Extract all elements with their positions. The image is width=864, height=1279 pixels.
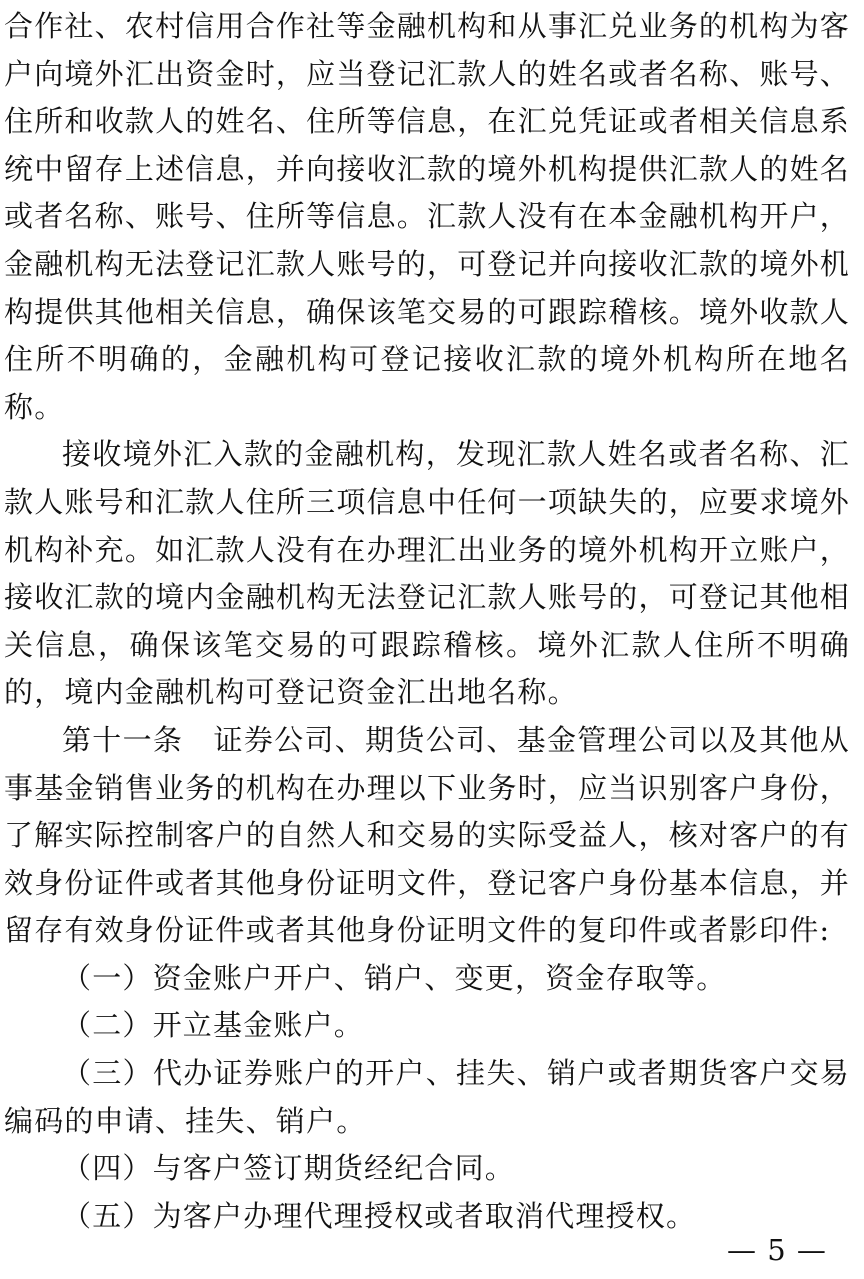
article-eleven: 第十一条 证券公司、期货公司、基金管理公司以及其他从事基金销售业务的机构在办理以下业务时，应当识别客户身份，了解实际控制客户的自然人和交易的实际受益人，核对客户的有效身份证件或者其他身份证明文件，登记客户身份基本信息，并留存有效身份证件或者其他身份证明文件的复印件或者影印件: <box>4 722 850 948</box>
document-body <box>4 3 850 1240</box>
paragraph-continued: 合作社、农村信用合作社等金融机构和从事汇兑业务的机构为客户向境外汇出资金时，应当登记汇款人的姓名或者名称、账号、住所和收款人的姓名、住所等信息，在汇兑凭证或者相关信息系统中留存上述信息，并向接收汇款的境外机构提供汇款人的姓名或者名称、账号、住所等信息。汇款人没有在本金融机构开户，金融机构无法登记汇款人账号的，可登记并向接收汇款的境外机构提供其他相关信息，确保该笔交易的可跟踪稽核。境外收款人住所不明确的，金融机构可登记接收汇款的境外机构所在地名称。 <box>4 9 850 424</box>
list-item-3: （三）代办证券账户的开户、挂失、销户或者期货客户交易编码的申请、挂失、销户。 <box>4 1056 850 1138</box>
list-item-1: （一）资金账户开户、销户、变更，资金存取等。 <box>62 960 727 995</box>
paragraph-inbound-remittance: 接收境外汇入款的金融机构，发现汇款人姓名或者名称、汇款人账号和汇款人住所三项信息中任何一项缺失的，应要求境外机构补充。如汇款人没有在办理汇出业务的境外机构开立账户，接收汇款的境内金融机构无法登记汇款人账号的，可登记其他相关信息，确保该笔交易的可跟踪稽核。境外汇款人住所不明确的，境内金融机构可登记资金汇出地名称。 <box>4 437 850 710</box>
list-item-2: （二）开立基金账户。 <box>62 1008 365 1043</box>
list-item-4: （四）与客户签订期货经纪合同。 <box>62 1151 516 1186</box>
list-item-5: （五）为客户办理代理授权或者取消代理授权。 <box>62 1198 697 1233</box>
page-number: — 5 — <box>727 1233 827 1267</box>
